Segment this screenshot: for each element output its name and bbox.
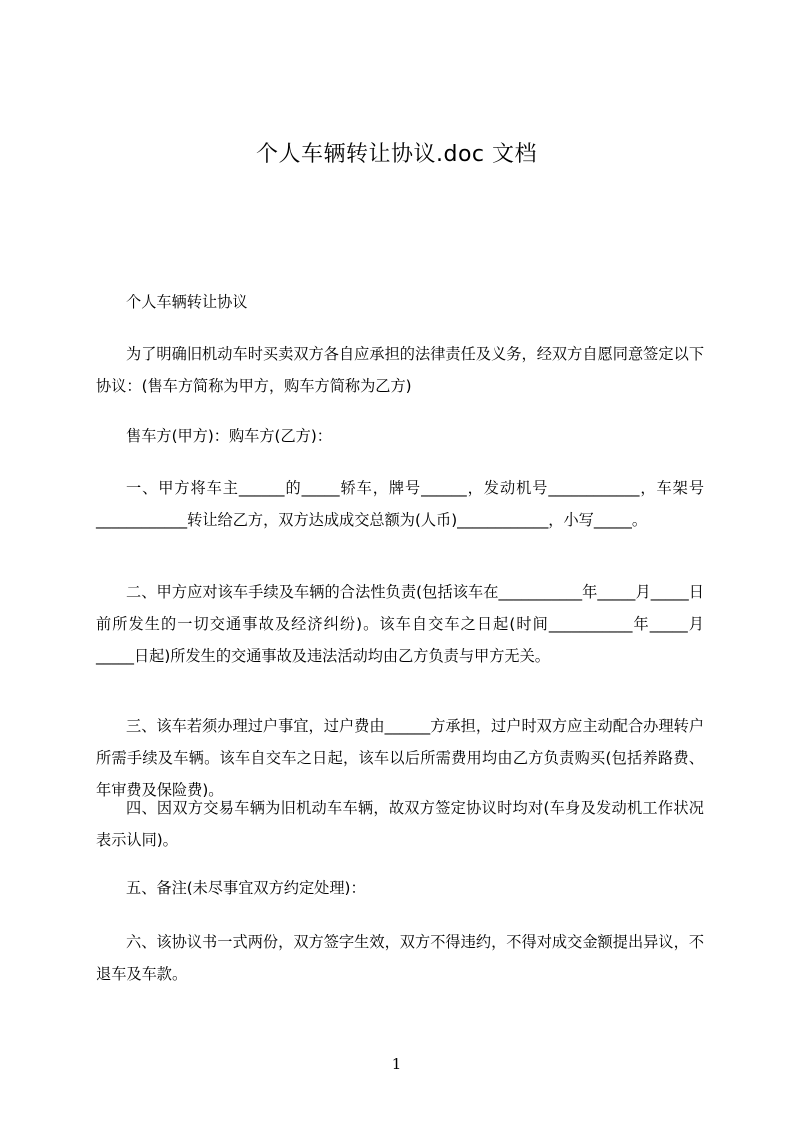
intro-paragraph: 为了明确旧机动车时买卖双方各自应承担的法律责任及义务，经双方自愿同意签定以下协议：(售车方简称为甲方，购车方简称为乙方) (96, 345, 704, 395)
parties-line: 售车方(甲方)：购车方(乙方)： (126, 427, 332, 445)
page-number: 1 (391, 1055, 402, 1073)
clause-6: 六、该协议书一式两份，双方签字生效，双方不得违约，不得对成交金额提出异议，不退车及车款。 (96, 933, 704, 983)
clause-1: 一、甲方将车主______的_____轿车，牌号______，发动机号____________，车架号____________转让给乙方，双方达成成交总额为(人币)____________，小写_____。 (96, 479, 704, 529)
document-title: 个人车辆转让协议.doc 文档 (255, 142, 537, 167)
clause-4: 四、因双方交易车辆为旧机动车车辆，故双方签定协议时均对(车身及发动机工作状况表示认同)。 (96, 799, 704, 849)
clause-2: 二、甲方应对该车手续及车辆的合法性负责(包括该车在___________年_____月_____日前所发生的一切交通事故及经济纠纷)。该车自交车之日起(时间___________年_____月_____日起)所发生的交通事故及违法活动均由乙方负责与甲方无关。 (96, 583, 704, 665)
clause-5: 五、备注(未尽事宜双方约定处理)： (126, 879, 366, 897)
clause-3: 三、该车若须办理过户事宜，过户费由______方承担，过户时双方应主动配合办理转户所需手续及车辆。该车自交车之日起，该车以后所需费用均由乙方负责购买(包括养路费、年审费及保险费)。 (96, 717, 704, 799)
agreement-heading: 个人车辆转让协议 (126, 293, 248, 311)
